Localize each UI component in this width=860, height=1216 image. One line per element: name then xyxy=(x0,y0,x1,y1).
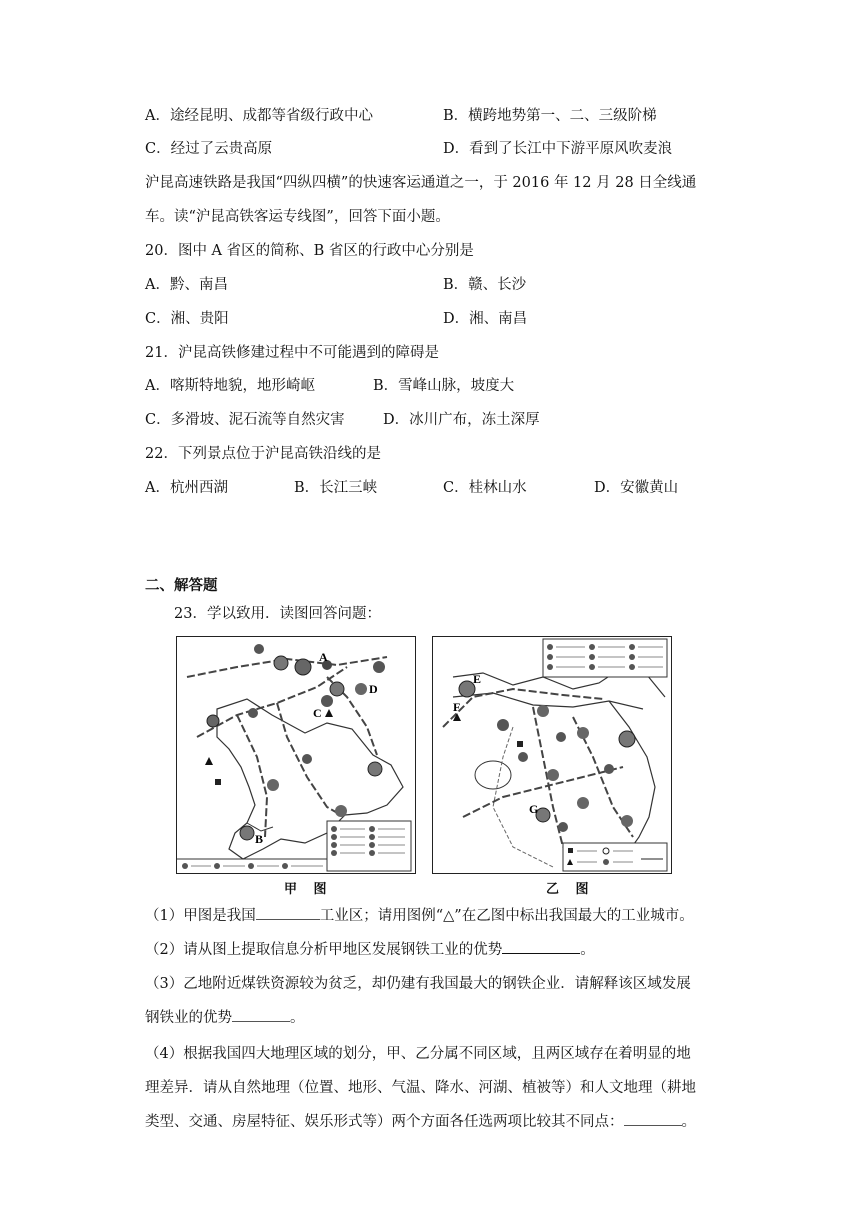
q19-option-c: C．经过了云贵高原 xyxy=(145,141,273,157)
q20-option-b: B．赣、长沙 xyxy=(443,277,527,293)
q23-part4-line2: 理差异．请从自然地理（位置、地形、气温、降水、河湖、植被等）和人文地理（耕地 xyxy=(145,1080,696,1096)
map-jia-label-c: C xyxy=(313,706,322,720)
q23-part1-blank[interactable] xyxy=(256,919,320,920)
q22-option-a: A．杭州西湖 xyxy=(145,480,228,496)
q23-part3-text-c: 。 xyxy=(290,1010,305,1026)
intro-line-1: 沪昆高速铁路是我国“四纵四横”的快速客运通道之一，于 2016 年 12 月 28 日全线通 xyxy=(145,175,697,191)
q23-stem: 23．学以致用．读图回答问题： xyxy=(174,606,381,622)
q22-option-b: B．长江三峡 xyxy=(294,480,378,496)
q23-part3-blank[interactable] xyxy=(232,1021,290,1022)
map-jia xyxy=(176,636,416,874)
q23-part2-text-a: （2）请从图上提取信息分析甲地区发展钢铁工业的优势 xyxy=(145,942,503,958)
q21-option-c: C．多滑坡、泥石流等自然灾害 xyxy=(145,412,345,428)
q21-stem: 21．沪昆高铁修建过程中不可能遇到的障碍是 xyxy=(145,345,439,361)
q21-option-a: A．喀斯特地貌，地形崎岖 xyxy=(145,378,315,394)
q19-option-a: A．途经昆明、成都等省级行政中心 xyxy=(145,108,373,124)
q22-option-d: D．安徽黄山 xyxy=(594,480,679,496)
q23-part3-line2 xyxy=(145,1008,305,1028)
q23-part1 xyxy=(145,906,694,926)
q21-option-b: B．雪峰山脉，坡度大 xyxy=(373,378,515,394)
map-yi xyxy=(432,636,672,874)
q23-part3-text-b: 钢铁业的优势 xyxy=(145,1010,232,1026)
q23-part4-blank[interactable] xyxy=(624,1125,682,1126)
map-jia-label-d: D xyxy=(369,682,378,696)
q20-option-a: A．黔、南昌 xyxy=(145,277,228,293)
map-yi-drawing xyxy=(433,637,671,873)
q23-part4-line1: （4）根据我国四大地理区域的划分，甲、乙分属不同区域，且两区域存在着明显的地 xyxy=(145,1046,691,1062)
q19-option-d: D．看到了长江中下游平原风吹麦浪 xyxy=(443,141,673,157)
map-yi-label-f: F xyxy=(453,700,461,714)
q23-part1-text-b: 工业区；请用图例“△”在乙图中标出我国最大的工业城市。 xyxy=(319,908,694,924)
map-yi-label-g: G xyxy=(529,802,539,816)
section-title: 二、解答题 xyxy=(145,577,218,594)
q21-option-d: D．冰川广布，冻土深厚 xyxy=(383,412,540,428)
q23-maps xyxy=(176,636,670,897)
q20-stem: 20．图中 A 省区的简称、B 省区的行政中心分别是 xyxy=(145,243,474,259)
q20-option-d: D．湘、南昌 xyxy=(443,311,528,327)
map-jia-label-b: B xyxy=(255,832,264,846)
map-jia-label-a: A xyxy=(319,650,328,664)
q23-part2-text-b: 。 xyxy=(580,942,595,958)
q23-part3-line1: （3）乙地附近煤铁资源较为贫乏，却仍建有我国最大的钢铁企业．请解释该区域发展 xyxy=(145,976,691,992)
map-yi-caption: 乙 图 xyxy=(546,882,595,897)
q23-part2-blank[interactable] xyxy=(502,953,580,954)
q22-option-c: C．桂林山水 xyxy=(443,480,527,496)
q23-part4-text-c: 类型、交通、房屋特征、娱乐形式等）两个方面各任选两项比较其不同点： xyxy=(145,1114,624,1130)
q23-part1-text-a: （1）甲图是我国 xyxy=(145,908,256,924)
map-yi-label-e: E xyxy=(473,672,482,686)
intro-line-2: 车。读“沪昆高铁客运专线图”，回答下面小题。 xyxy=(145,209,450,225)
q19-option-b: B．横跨地势第一、二、三级阶梯 xyxy=(443,108,657,124)
map-jia-caption: 甲 图 xyxy=(284,882,333,897)
q23-part2 xyxy=(145,940,595,960)
q22-stem: 22．下列景点位于沪昆高铁沿线的是 xyxy=(145,446,381,462)
q23-part4-text-d: 。 xyxy=(681,1114,696,1130)
map-jia-drawing xyxy=(177,637,415,873)
q20-option-c: C．湘、贵阳 xyxy=(145,311,229,327)
q23-part4-line3 xyxy=(145,1112,696,1132)
